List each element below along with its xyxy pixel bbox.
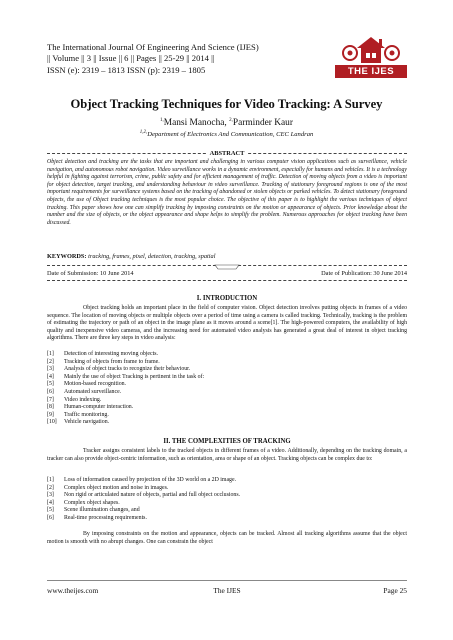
list-item-text: Vehicle navigation. bbox=[64, 419, 110, 426]
author-1-marker: 1, bbox=[160, 117, 164, 123]
journal-logo bbox=[335, 34, 407, 78]
list-item bbox=[47, 515, 407, 523]
paper-title: Object Tracking Techniques for Video Tracking: A Survey bbox=[70, 97, 383, 111]
journal-logo-label: THE IJES bbox=[335, 65, 407, 78]
list-item-text: Video indexing. bbox=[64, 396, 102, 403]
footer-page-number: Page 25 bbox=[383, 586, 407, 595]
list-item-number: [6] bbox=[47, 514, 54, 521]
list-item-number: [5] bbox=[47, 507, 54, 514]
author-2: Parminder Kaur bbox=[232, 118, 293, 128]
list-item bbox=[47, 500, 407, 508]
list-item-text: Human-computer interaction. bbox=[64, 404, 134, 411]
list-item-text: Analysis of object tracks to recognize their behaviour. bbox=[64, 366, 191, 373]
abstract-text: Object detection and tracking are the tasks that are important and challenging in various computer vision applications such as surveillance, vehicle navigation, and autonomous robot navigation. Video surveillance works in a dynamic environment, especially for humans and vehicles. It is a technology helpful in fighting against terrorism, crime, public safety and for efficient management of traffic. Detection of moving objects from a video is important for object detection, target tracking, and understanding behaviour in video surveillance. Tracking of stationary foreground regions is one of the most important requirements for surveillance systems based on the tracking of abandoned or stolen objects or parked vehicles. To detect stationary foreground objects, the use of Object tracking techniques is the most popular choice. The objective of this paper is to highlight the various techniques of object tracking. This paper shows how one can simplify tracking by imposing constraints on the motion or appearance of objects. Prior knowledge about the number and the size of objects, or the object appearance and shape helps to simplify the problem. Numerous approaches for object tracking have been discussed. bbox=[47, 159, 407, 226]
journal-issn: ISSN (e): 2319 – 1813 ISSN (p): 2319 – 1805 bbox=[47, 64, 206, 75]
list-item-number: [3] bbox=[47, 492, 54, 499]
list-item-number: [5] bbox=[47, 381, 54, 388]
list-item-number: [9] bbox=[47, 411, 54, 418]
list-item-text: Loss of information caused by projection of the 3D world on a 2D image. bbox=[64, 477, 237, 483]
list-item-number: [2] bbox=[47, 358, 54, 365]
journal-volume: || Volume || 3 || Issue || 6 || Pages || 25-29 || 2014 || bbox=[47, 53, 215, 64]
list-item-text: Scene illumination changes, and bbox=[64, 507, 140, 514]
list-item bbox=[47, 351, 407, 359]
list-item-text: Traffic monitoring. bbox=[64, 411, 109, 418]
journal-logo-icon bbox=[335, 34, 407, 66]
author-2-marker: 2, bbox=[229, 117, 233, 123]
abstract-heading bbox=[47, 150, 407, 157]
list-item-number: [1] bbox=[47, 351, 54, 357]
author-1: Mansi Manocha, bbox=[163, 118, 227, 128]
journal-header bbox=[47, 42, 337, 76]
page-footer bbox=[47, 586, 407, 595]
list-item bbox=[47, 492, 407, 500]
dates-bottom-divider bbox=[47, 280, 407, 281]
footer-divider bbox=[47, 580, 407, 581]
list-item bbox=[47, 404, 407, 412]
section-2-paragraph: Tracker assigns consistent labels to the tracked objects in different frames of a video. Additionally, depending on the tracking domain, a tracker can also provide object-centric information, such as orientation, area or shape of an object. Tracking objects can be complex due to: bbox=[47, 448, 407, 462]
affiliation-marker: 1,2, bbox=[139, 129, 148, 135]
list-item-text: Complex object shapes. bbox=[64, 499, 120, 506]
list-item bbox=[47, 477, 407, 485]
footer-journal: The IJES bbox=[213, 586, 241, 595]
divider-ornament-icon bbox=[214, 264, 240, 270]
list-item-text: Automated surveillance. bbox=[64, 388, 122, 395]
affiliation-text: Department of Electronics And Communication, CEC Landran bbox=[147, 131, 314, 138]
submission-date: Date of Submission: 10 June 2014 bbox=[47, 270, 134, 277]
publication-date: Date of Publication: 30 June 2014 bbox=[321, 270, 407, 277]
paper-authors bbox=[30, 118, 423, 128]
list-item bbox=[47, 381, 407, 389]
list-item-text: Motion-based recognition. bbox=[64, 381, 126, 388]
section-1-heading: I. INTRODUCTION bbox=[196, 295, 258, 302]
section-2-list bbox=[47, 477, 407, 523]
list-item-number: [6] bbox=[47, 388, 54, 395]
list-item-text: Mainly the use of object Tracking is pertinent in the task of: bbox=[64, 373, 205, 380]
list-item bbox=[47, 366, 407, 374]
list-item-number: [4] bbox=[47, 499, 54, 506]
list-item-text: Detection of interesting moving objects. bbox=[64, 351, 158, 357]
list-item bbox=[47, 507, 407, 515]
list-item-number: [2] bbox=[47, 484, 54, 491]
list-item-number: [1] bbox=[47, 477, 54, 483]
list-item bbox=[47, 374, 407, 382]
section-1-paragraph: Object tracking holds an important place in the field of computer vision. Object detection involves putting objects in frames of a video sequence. The location of moving objects or multiple objects over a period of time using a camera is called tracking. Technically, tracking is the problem of estimating the trajectory or path of an object in the image plane as it moves around a scene[1]. The high-powered computers, the availability of high quality and inexpensive video cameras, and the increasing need for automated video analysis has generated a great deal of interest in object tracking algorithms. There are three key steps in video analysis: bbox=[47, 305, 407, 342]
section-1-list bbox=[47, 351, 407, 427]
list-item bbox=[47, 412, 407, 420]
list-item-text: Real-time processing requirements. bbox=[64, 514, 147, 521]
journal-name: The International Journal Of Engineering And Science (IJES) bbox=[47, 42, 259, 52]
list-item bbox=[47, 389, 407, 397]
list-item bbox=[47, 397, 407, 405]
section-2-paragraph-2: By imposing constraints on the motion and appearance, objects can be tracked. Almost all tracking algorithms assume that the object motion is smooth with no abrupt changes. One can constrain the object bbox=[47, 531, 407, 545]
keywords-text: tracking, frames, pixel, detection, tracking, spatial bbox=[88, 253, 216, 260]
list-item-number: [3] bbox=[47, 366, 54, 373]
list-item-number: [10] bbox=[47, 419, 57, 426]
abstract-heading-text: ABSTRACT bbox=[207, 150, 248, 157]
list-item-text: Complex object motion and noise in images. bbox=[64, 484, 169, 491]
keywords-label: KEYWORDS: bbox=[47, 253, 87, 260]
keywords bbox=[47, 253, 407, 260]
list-item-text: Non rigid or articulated nature of objects, partial and full object occlusions. bbox=[64, 492, 241, 499]
list-item-text: Tracking of objects from frame to frame. bbox=[64, 358, 160, 365]
list-item-number: [4] bbox=[47, 373, 54, 380]
list-item bbox=[47, 419, 407, 427]
paper-affiliation bbox=[30, 131, 423, 138]
list-item-number: [8] bbox=[47, 404, 54, 411]
footer-website: www.theijes.com bbox=[47, 586, 99, 595]
list-item-number: [7] bbox=[47, 396, 54, 403]
section-2-heading: II. THE COMPLEXITIES OF TRACKING bbox=[163, 438, 291, 445]
